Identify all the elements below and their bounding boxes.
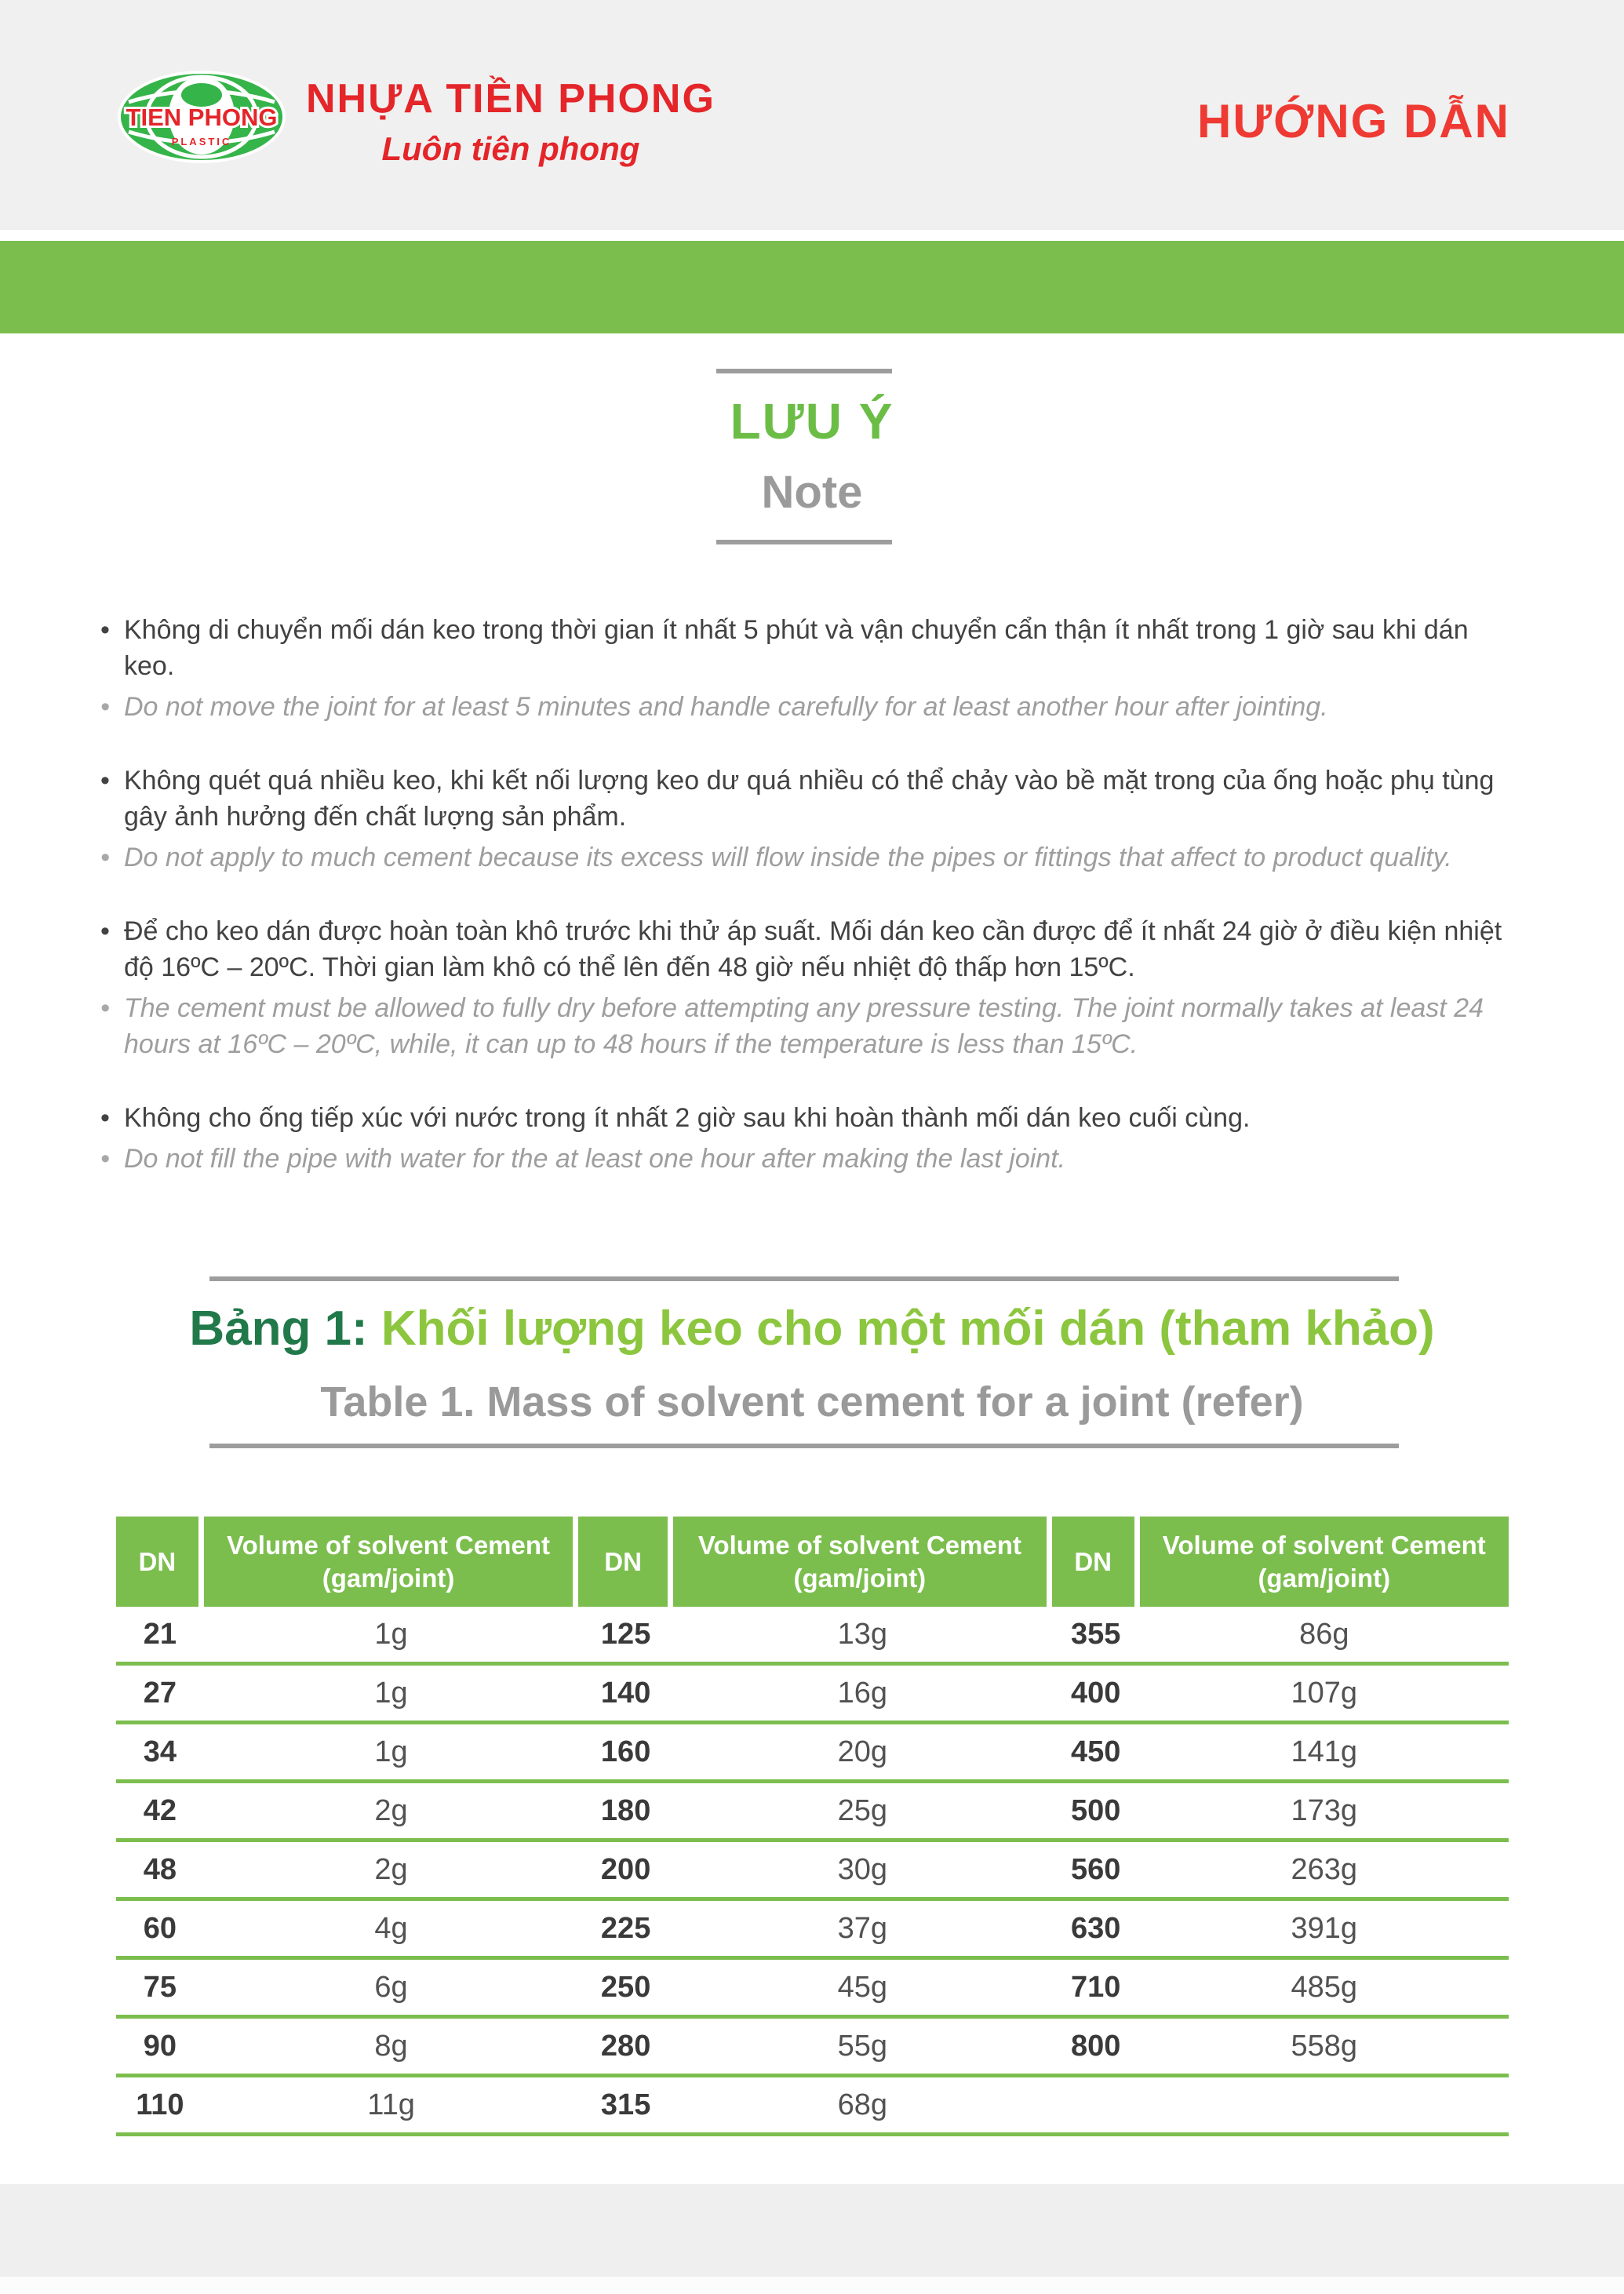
table-cell-value: 20g [837,1735,888,1768]
note-line-vi [100,612,1524,684]
table-cell-value: 8g [374,2029,408,2063]
table-cell-value: 30g [837,1852,888,1886]
table-cell-value: 173g [1291,1793,1358,1827]
table-cell-value: 1g [374,1676,408,1710]
table-row [116,1607,1509,1666]
table-cell-value: 141g [1291,1735,1358,1768]
table-title-rule-bottom [209,1444,1399,1448]
note-line-vi [100,763,1524,835]
table-cell-value: 391g [1291,1911,1358,1945]
brand-block [306,75,716,168]
table-cell-dn: 315 [600,2088,651,2121]
table-cell-dn: 60 [143,1911,177,1945]
table-cell-dn: 280 [600,2029,651,2063]
footer-band [0,2184,1624,2277]
table-header-volume-line1: Volume of solvent Cement [1162,1531,1486,1560]
table-header-volume [204,1517,578,1607]
table-cell-value [1140,2077,1509,2132]
bullet-icon: • [100,692,110,722]
table-cell-dn [1052,2077,1140,2132]
page-title: HƯỚNG DẪN [1197,95,1510,147]
table-cell-dn: 400 [1070,1676,1121,1710]
table-cell-value: 13g [837,1617,888,1651]
table-cell-dn: 710 [1070,1970,1121,2004]
note-item [100,612,1524,725]
brand-tagline: Luôn tiên phong [381,130,640,167]
table-cell-value: 6g [374,1970,408,2004]
table-cell-dn: 355 [1070,1617,1121,1651]
table-cell-dn: 27 [143,1676,177,1710]
cement-mass-table [116,1517,1509,2136]
table-header-dn: DN [578,1517,673,1607]
table-cell-dn: 21 [143,1617,177,1651]
table-cell-value: 2g [374,1793,408,1827]
note-line-en [100,1141,1524,1177]
page-header [0,0,1624,230]
table-row [116,1960,1509,2019]
note-line-en [100,839,1524,876]
table-cell-value: 263g [1291,1852,1358,1886]
bullet-icon: • [100,1103,110,1133]
table-title-prefix: Bảng 1: [189,1302,368,1356]
bullet-icon: • [100,615,110,645]
note-text-vi: Không cho ống tiếp xúc với nước trong ít nhất 2 giờ sau khi hoàn thành mối dán keo cuối cùng. [124,1103,1251,1133]
note-line-en [100,990,1524,1062]
table-cell-dn: 48 [143,1852,177,1886]
green-band [0,241,1624,333]
table-cell-value: 11g [367,2088,415,2121]
table-title [0,1301,1624,1356]
note-text-en: The cement must be allowed to fully dry before attempting any pressure testing. The joint normally takes at least 24 hours at 16ºC – 20ºC, while, it can up to 48 hours if the temperature is less than 15ºC. [124,993,1484,1059]
note-text-vi: Không di chuyển mối dán keo trong thời gian ít nhất 5 phút và vận chuyển cẩn thận ít nhất trong 1 giờ sau khi dán keo. [124,615,1469,681]
table-cell-dn: 160 [600,1735,651,1768]
table-cell-dn: 500 [1070,1793,1121,1827]
bullet-icon: • [100,766,110,796]
table-cell-value: 55g [837,2029,888,2063]
bullet-icon: • [100,1144,110,1174]
bullet-icon: • [100,916,110,946]
table-cell-dn: 250 [600,1970,651,2004]
table-cell-dn: 75 [143,1970,177,2004]
table-cell-value: 68g [837,2088,888,2121]
table-cell-value: 4g [374,1911,408,1945]
table-header-row [116,1517,1509,1607]
note-item [100,1100,1524,1177]
table-cell-dn: 125 [600,1617,651,1651]
table-cell-dn: 225 [600,1911,651,1945]
note-text-vi: Không quét quá nhiều keo, khi kết nối lượng keo dư quá nhiều có thể chảy vào bề mặt trong của ống hoặc phụ tùng gây ảnh hưởng đến chất lượng sản phẩm. [124,766,1495,832]
note-list [100,612,1524,1214]
note-text-vi: Để cho keo dán được hoàn toàn khô trước khi thử áp suất. Mối dán keo cần được để ít nhất 24 giờ ở điều kiện nhiệt độ 16ºC – 20ºC. Thời gian làm khô có thể lên đến 48 giờ nếu nhiệt độ thấp hơn 15ºC. [124,916,1502,982]
tien-phong-logo [118,71,286,163]
table-cell-value: 558g [1291,2029,1358,2063]
table-row [116,2077,1509,2136]
table-row [116,2019,1509,2077]
logo-subtext: PLASTIC [171,136,232,147]
bullet-icon: • [100,843,110,872]
brand-title: NHỰA TIỀN PHONG [306,76,716,122]
table-cell-value: 1g [374,1735,408,1768]
table-header-volume-line2: (gam/joint) [1258,1563,1391,1593]
table-row [116,1666,1509,1724]
table-header-volume-line2: (gam/joint) [793,1563,927,1593]
table-cell-value: 86g [1299,1617,1349,1651]
table-cell-dn: 560 [1070,1852,1121,1886]
table-row [116,1783,1509,1842]
table-header-dn: DN [116,1517,204,1607]
table-cell-value: 485g [1291,1970,1358,2004]
table-title-rule-top [209,1276,1399,1281]
note-text-en: Do not move the joint for at least 5 minutes and handle carefully for at least another hour after jointing. [124,692,1328,722]
table-row [116,1842,1509,1901]
bullet-icon: • [100,993,110,1023]
table-header-volume-line1: Volume of solvent Cement [697,1531,1021,1560]
note-line-vi [100,913,1524,985]
table-header-dn: DN [1052,1517,1140,1607]
note-rule-bottom [716,540,892,544]
table-cell-dn: 110 [136,2088,184,2121]
table-row [116,1901,1509,1960]
table-body [116,1607,1509,2136]
table-cell-dn: 140 [600,1676,651,1710]
footer-strip [0,2277,1624,2294]
note-line-vi [100,1100,1524,1136]
table-cell-value: 25g [837,1793,888,1827]
note-subtitle: Note [761,467,863,518]
logo-text: TIEN PHONG [126,104,278,131]
note-line-en [100,689,1524,725]
table-cell-dn: 90 [143,2029,177,2063]
table-header-volume-line1: Volume of solvent Cement [227,1531,551,1560]
note-item [100,763,1524,876]
note-title: LƯU Ý [730,393,894,450]
note-item [100,913,1524,1062]
table-cell-dn: 450 [1070,1735,1121,1768]
table-cell-value: 1g [374,1617,408,1651]
table-cell-dn: 180 [600,1793,651,1827]
table-row [116,1724,1509,1783]
table-cell-dn: 42 [143,1793,177,1827]
table-cell-dn: 34 [143,1735,177,1768]
note-text-en: Do not fill the pipe with water for the at least one hour after making the last joint. [124,1144,1066,1174]
table-cell-dn: 630 [1070,1911,1121,1945]
table-header-volume [673,1517,1052,1607]
table-cell-value: 2g [374,1852,408,1886]
table-header-volume-line2: (gam/joint) [322,1563,455,1593]
table-subtitle: Table 1. Mass of solvent cement for a joint (refer) [320,1378,1304,1426]
table-cell-value: 107g [1291,1676,1358,1710]
note-rule-top [716,369,892,373]
table-cell-value: 45g [837,1970,888,2004]
table-title-main: Khối lượng keo cho một mối dán (tham khảo) [381,1302,1435,1356]
table-cell-value: 16g [837,1676,888,1710]
note-text-en: Do not apply to much cement because its excess will flow inside the pipes or fittings that affect to product quality. [124,843,1452,872]
table-cell-dn: 200 [600,1852,651,1886]
table-cell-dn: 800 [1070,2029,1121,2063]
table-cell-value: 37g [837,1911,888,1945]
table-header-volume [1140,1517,1509,1607]
